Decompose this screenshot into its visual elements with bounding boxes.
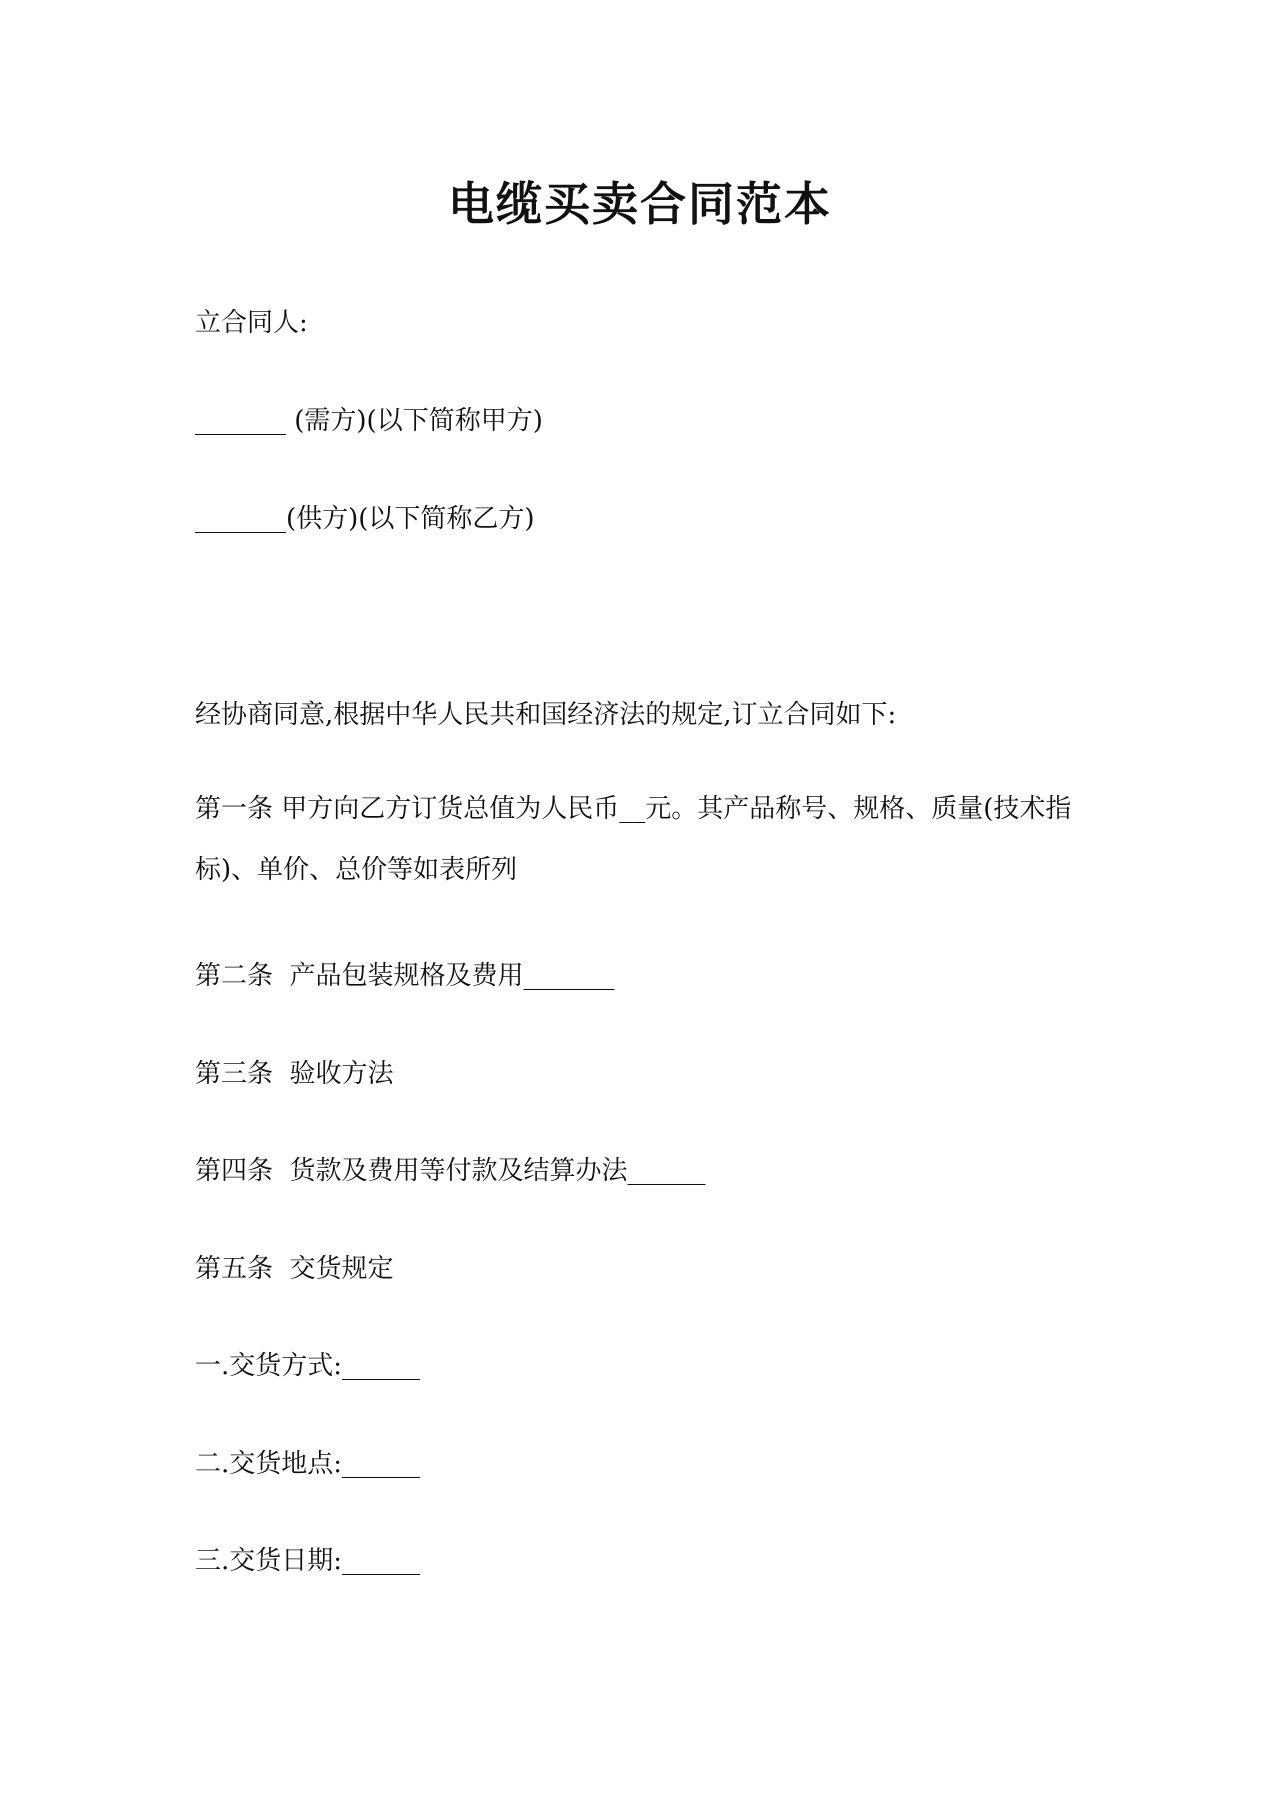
- delivery-location-line: 二.交货地点:______: [195, 1449, 421, 1479]
- article-1: 第一条 甲方向乙方订货总值为人民币__元。其产品称号、规格、质量(技术指标)、单价、总价等如表所列: [195, 794, 1072, 885]
- article-3: 第三条 验收方法: [195, 1059, 394, 1089]
- party-heading: 立合同人:: [195, 308, 308, 338]
- document-title: 电缆买卖合同范本: [448, 177, 832, 231]
- party-a-line: _______ (需方)(以下简称甲方): [195, 406, 543, 436]
- article-5: 第五条 交货规定: [195, 1254, 394, 1284]
- article-2: 第二条 产品包装规格及费用_______: [195, 961, 615, 991]
- delivery-method-line: 一.交货方式:______: [195, 1351, 421, 1381]
- contract-preamble: 经协商同意,根据中华人民共和国经济法的规定,订立合同如下:: [195, 700, 897, 730]
- article-4: 第四条 货款及费用等付款及结算办法______: [195, 1156, 706, 1186]
- party-b-line: _______(供方)(以下简称乙方): [195, 504, 535, 534]
- delivery-date-line: 三.交货日期:______: [195, 1546, 421, 1576]
